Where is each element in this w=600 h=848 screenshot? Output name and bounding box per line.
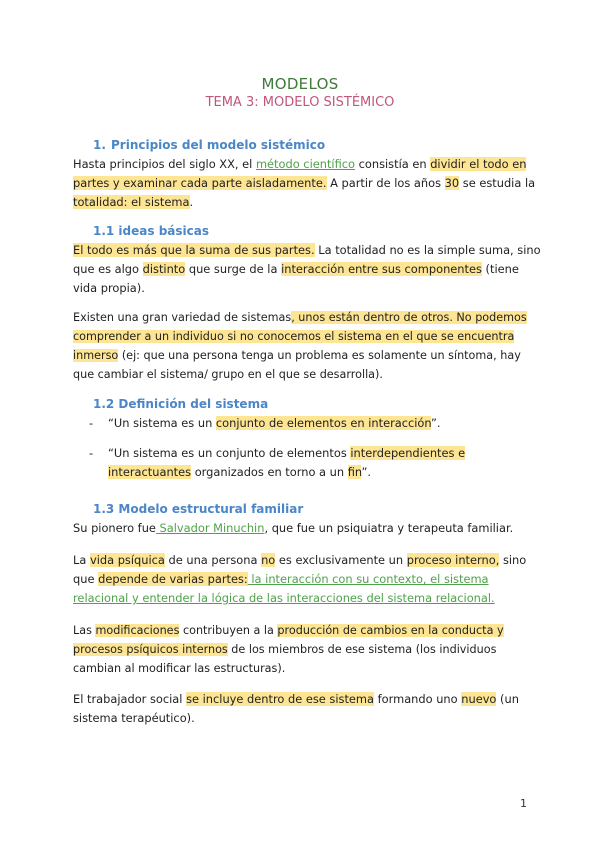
section-1-1-paragraph-2-block [73,308,543,384]
definition-item-1: - “Un sistema es un conjunto de elementos en interacción”. [89,416,441,430]
page-subtitle: TEMA 3: MODELO SISTÉMICO [205,95,395,110]
section-1-2 [73,395,543,482]
section-1-1-paragraph-1: El todo es más que la suma de sus partes. La totalidad no es la simple suma, sino que es algo distinto que surge de la interacción entre sus componentes (tiene vida propia). [73,243,541,295]
section-1-3 [73,500,543,538]
section-1 [73,136,543,212]
section-1-paragraph: Hasta principios del siglo XX, el método científico consistía en dividir el todo en partes y examinar cada parte aisladamente. A partir de los años 30 se estudia la totalidad: el sistema. [73,157,536,209]
section-1-3-paragraph-3-block [73,621,543,678]
section-1-1-paragraph-2: Existen una gran variedad de sistemas, unos están dentro de otros. No podemos comprender a un individuo si no conocemos el sistema en el que se encuentra inmerso (ej: que una persona tenga un problema es solamente un síntoma, hay que cambiar el sistema/ grupo en el que se desarrolla). [73,311,527,381]
section-1-3-paragraph-3: Las modificaciones contribuyen a la producción de cambios en la conducta y procesos psíquicos internos de los miembros de ese sistema (los individuos cambian al modificar las estructuras). [73,624,504,675]
section-1-3-paragraph-2-block [73,551,543,608]
section-1-1-heading: 1.1 ideas básicas [93,224,209,238]
definition-list [73,414,543,482]
page-title: MODELOS [261,75,339,93]
section-1-3-paragraph-4-block [73,690,543,728]
section-1-3-paragraph-2: La vida psíquica de una persona no es exclusivamente un proceso interno, sino que depende de varias partes: la interacción con su contexto, el sistema relacional y entender la lógica de las interacciones del sistema relacional. [73,553,527,605]
section-1-2-heading: 1.2 Definición del sistema [93,397,269,411]
page-number: 1 [520,797,527,810]
definition-item-2: - “Un sistema es un conjunto de elementos interdependientes e interactuantes organizados en torno a un fin”. [89,446,466,479]
section-1-heading: 1. Principios del modelo sistémico [93,138,326,152]
relational-system-link[interactable]: la interacción con su contexto, el sistema relacional y entender la lógica de las interacciones del sistema relacional. [73,572,495,605]
metodo-cientifico-link[interactable]: método científico [255,157,356,171]
salvador-minuchin-link[interactable]: Salvador Minuchin [155,521,265,535]
section-1-1 [73,222,543,298]
section-1-3-paragraph-1: Su pionero fue Salvador Minuchin, que fue un psiquiatra y terapeuta familiar. [73,521,514,535]
section-1-3-heading: 1.3 Modelo estructural familiar [93,502,304,516]
section-1-3-paragraph-4: El trabajador social se incluye dentro de ese sistema formando uno nuevo (un sistema terapéutico). [73,692,519,725]
